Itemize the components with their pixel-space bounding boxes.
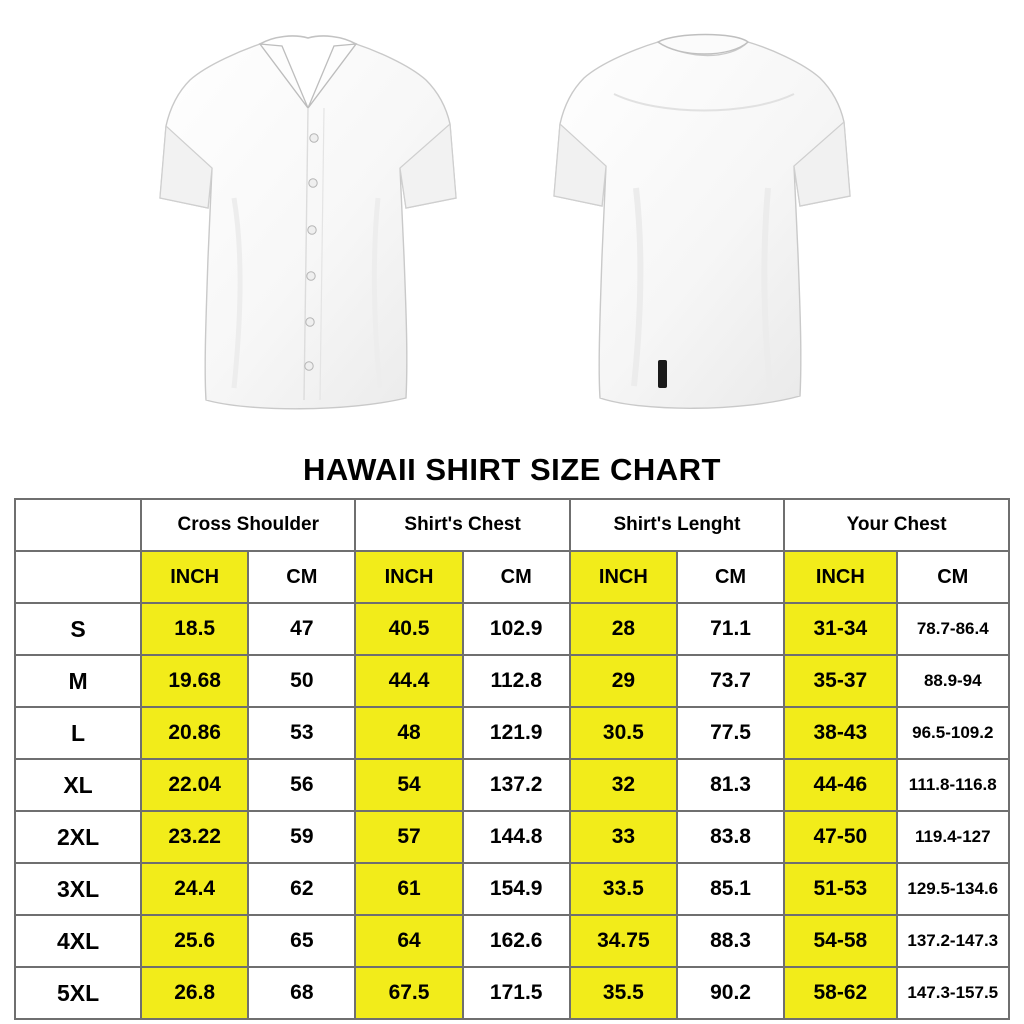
cell-shirts-lenght-cm: 73.7 [677, 655, 784, 707]
cell-shirts-chest-cm: 121.9 [463, 707, 570, 759]
cell-shirts-lenght-inch: 28 [570, 603, 677, 655]
group-header-cross-shoulder: Cross Shoulder [141, 499, 355, 551]
row-size-label: 5XL [15, 967, 141, 1019]
row-size-label: XL [15, 759, 141, 811]
unit-header-shirts-lenght-inch: INCH [570, 551, 677, 603]
cell-cross-shoulder-cm: 65 [248, 915, 355, 967]
unit-header-cross-shoulder-inch: INCH [141, 551, 248, 603]
table-unit-corner-cell [15, 551, 141, 603]
table-row [15, 811, 1009, 863]
table-group-header-row [15, 499, 1009, 551]
cell-shirts-chest-inch: 44.4 [355, 655, 462, 707]
cell-cross-shoulder-inch: 19.68 [141, 655, 248, 707]
table-corner-cell [15, 499, 141, 551]
unit-header-shirts-lenght-cm: CM [677, 551, 784, 603]
cell-shirts-lenght-cm: 88.3 [677, 915, 784, 967]
unit-header-your-chest-cm: CM [897, 551, 1009, 603]
cell-shirts-lenght-inch: 33.5 [570, 863, 677, 915]
cell-cross-shoulder-inch: 25.6 [141, 915, 248, 967]
cell-cross-shoulder-inch: 22.04 [141, 759, 248, 811]
cell-cross-shoulder-inch: 26.8 [141, 967, 248, 1019]
unit-header-cross-shoulder-cm: CM [248, 551, 355, 603]
cell-your-chest-cm: 129.5-134.6 [897, 863, 1009, 915]
unit-header-shirts-chest-cm: CM [463, 551, 570, 603]
cell-your-chest-inch: 44-46 [784, 759, 896, 811]
page-title: HAWAII SHIRT SIZE CHART [303, 452, 721, 487]
row-size-label: S [15, 603, 141, 655]
cell-shirts-lenght-cm: 90.2 [677, 967, 784, 1019]
cell-cross-shoulder-inch: 24.4 [141, 863, 248, 915]
cell-shirts-chest-cm: 112.8 [463, 655, 570, 707]
cell-shirts-chest-cm: 144.8 [463, 811, 570, 863]
table-row [15, 915, 1009, 967]
cell-shirts-chest-inch: 40.5 [355, 603, 462, 655]
cell-your-chest-inch: 54-58 [784, 915, 896, 967]
cell-shirts-chest-inch: 61 [355, 863, 462, 915]
unit-header-shirts-chest-inch: INCH [355, 551, 462, 603]
cell-cross-shoulder-inch: 18.5 [141, 603, 248, 655]
cell-shirts-lenght-inch: 35.5 [570, 967, 677, 1019]
cell-your-chest-inch: 31-34 [784, 603, 896, 655]
cell-shirts-chest-cm: 102.9 [463, 603, 570, 655]
cell-shirts-lenght-inch: 30.5 [570, 707, 677, 759]
cell-shirts-chest-inch: 48 [355, 707, 462, 759]
cell-shirts-lenght-cm: 83.8 [677, 811, 784, 863]
cell-shirts-chest-inch: 57 [355, 811, 462, 863]
cell-shirts-lenght-cm: 77.5 [677, 707, 784, 759]
unit-header-your-chest-inch: INCH [784, 551, 896, 603]
cell-your-chest-cm: 88.9-94 [897, 655, 1009, 707]
cell-your-chest-inch: 58-62 [784, 967, 896, 1019]
cell-your-chest-cm: 147.3-157.5 [897, 967, 1009, 1019]
cell-cross-shoulder-cm: 59 [248, 811, 355, 863]
brand-tag [658, 360, 667, 388]
table-row [15, 603, 1009, 655]
cell-cross-shoulder-inch: 20.86 [141, 707, 248, 759]
cell-shirts-lenght-cm: 81.3 [677, 759, 784, 811]
table-row [15, 863, 1009, 915]
cell-shirts-chest-inch: 64 [355, 915, 462, 967]
size-table-wrap [0, 498, 1024, 1020]
cell-shirts-chest-cm: 137.2 [463, 759, 570, 811]
row-size-label: 4XL [15, 915, 141, 967]
cell-your-chest-cm: 137.2-147.3 [897, 915, 1009, 967]
cell-shirts-lenght-inch: 29 [570, 655, 677, 707]
shirt-back-view [540, 8, 870, 443]
group-header-shirts-lenght: Shirt's Lenght [570, 499, 784, 551]
table-row [15, 655, 1009, 707]
cell-cross-shoulder-cm: 62 [248, 863, 355, 915]
cell-shirts-chest-cm: 162.6 [463, 915, 570, 967]
group-header-shirts-chest: Shirt's Chest [355, 499, 569, 551]
cell-your-chest-cm: 111.8-116.8 [897, 759, 1009, 811]
cell-shirts-lenght-inch: 34.75 [570, 915, 677, 967]
cell-shirts-chest-inch: 54 [355, 759, 462, 811]
cell-shirts-chest-inch: 67.5 [355, 967, 462, 1019]
shirt-illustrations [0, 0, 1024, 450]
row-size-label: L [15, 707, 141, 759]
cell-shirts-chest-cm: 154.9 [463, 863, 570, 915]
cell-shirts-lenght-cm: 85.1 [677, 863, 784, 915]
cell-your-chest-inch: 35-37 [784, 655, 896, 707]
cell-your-chest-cm: 119.4-127 [897, 811, 1009, 863]
cell-cross-shoulder-cm: 56 [248, 759, 355, 811]
cell-shirts-lenght-inch: 33 [570, 811, 677, 863]
row-size-label: 2XL [15, 811, 141, 863]
table-row [15, 967, 1009, 1019]
cell-cross-shoulder-cm: 68 [248, 967, 355, 1019]
size-chart-table [14, 498, 1010, 1020]
cell-cross-shoulder-cm: 50 [248, 655, 355, 707]
cell-your-chest-inch: 47-50 [784, 811, 896, 863]
cell-your-chest-cm: 96.5-109.2 [897, 707, 1009, 759]
table-row [15, 759, 1009, 811]
cell-cross-shoulder-cm: 47 [248, 603, 355, 655]
cell-your-chest-inch: 51-53 [784, 863, 896, 915]
cell-cross-shoulder-inch: 23.22 [141, 811, 248, 863]
row-size-label: M [15, 655, 141, 707]
group-header-your-chest: Your Chest [784, 499, 1009, 551]
cell-your-chest-inch: 38-43 [784, 707, 896, 759]
table-unit-header-row [15, 551, 1009, 603]
cell-shirts-lenght-inch: 32 [570, 759, 677, 811]
cell-shirts-lenght-cm: 71.1 [677, 603, 784, 655]
cell-shirts-chest-cm: 171.5 [463, 967, 570, 1019]
row-size-label: 3XL [15, 863, 141, 915]
table-row [15, 707, 1009, 759]
cell-your-chest-cm: 78.7-86.4 [897, 603, 1009, 655]
shirt-front-view [148, 8, 478, 443]
cell-cross-shoulder-cm: 53 [248, 707, 355, 759]
